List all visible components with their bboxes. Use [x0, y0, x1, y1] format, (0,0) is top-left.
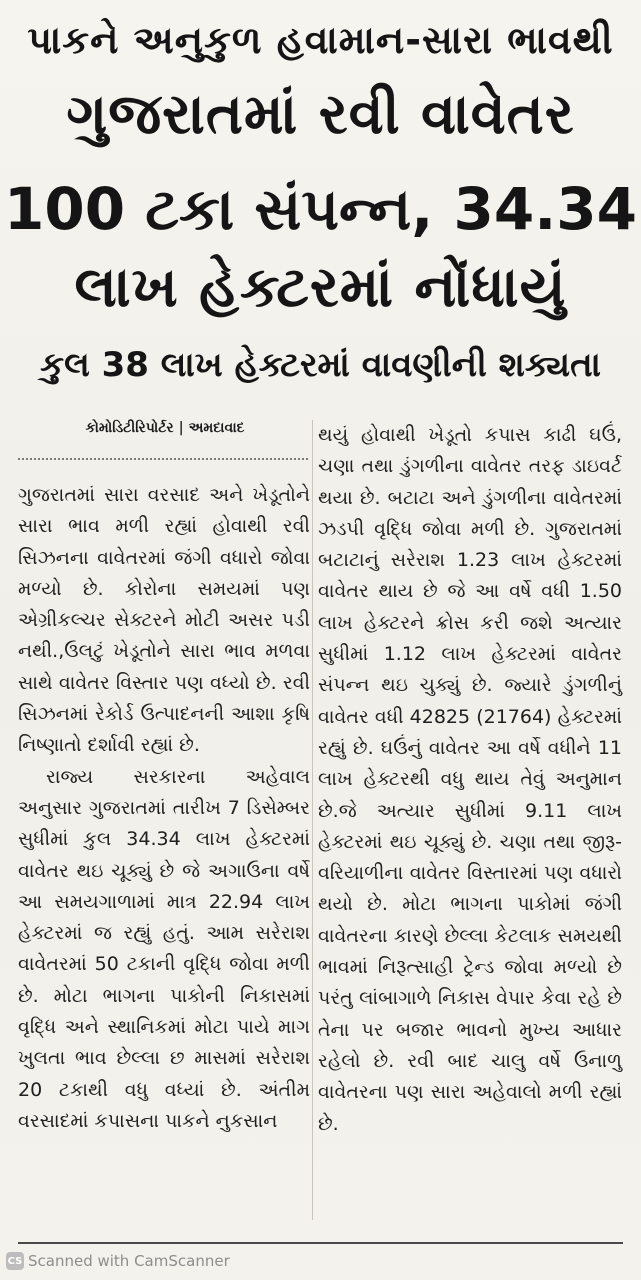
article-paragraph-1: ગુજરાતમાં સારા વરસાદ અને ખેડૂતોને સારા ભાવ મળી રહ્યાં હોવાથી રવી સિઝનના વાવેતરમાં જંગી વધારો જોવા મળ્યો છે. કોરોના સમયમાં પણ એગ્રીકલ્ચર સેક્ટરને મોટી અસર પડી નથી.,ઉલટું ખેડૂતોને સારા ભાવ મળવા સાથે વાવેતર વિસ્તાર પણ વધ્યો છે. રવી સિઝનમાં રેકોર્ડ ઉત્પાદનની આશા કૃષિ નિષ્ણાતો દર્શાવી રહ્યાં છે.: [18, 484, 310, 757]
headline-line-3: 100 ટકા સંપન્ન, 34.34: [4, 175, 637, 243]
headline-line-1: પાકને અનુકુળ હવામાન-સારા ભાવથી: [27, 18, 614, 62]
headline-line-4: લાખ હેક્ટરમાં નોંધાયું: [74, 255, 567, 320]
article-paragraph-3: થયું હોવાથી ખેડૂતો કપાસ કાઢી ઘઉં, ચણા તથા ડુંગળીના વાવેતર તરફ ડાઇવર્ટ થયા છે. બટાટા અને ડુંગળીના વાવેતરમાં ઝડપી વૃદ્ધિ જોવા મળી છે. ગુજરાતમાં બટાટાનું સરેરાશ 1.23 લાખ હેક્ટરમાં વાવેતર થાય છે જે આ વર્ષે વધી 1.50 લાખ હેક્ટરને ક્રોસ કરી જશે અત્યાર સુધીમાં 1.12 લાખ હેક્ટરમાં વાવેતર સંપન્ન થઇ ચુક્યું છે. જ્યારે ડુંગળીનું વાવેતર વધી 42825 (21764) હેક્ટરમાં રહ્યું છે. ઘઉંનું વાવેતર આ વર્ષે વધીને 11 લાખ હેક્ટરથી વધુ થાય તેવું અનુમાન છે.જે અત્યાર સુધીમાં 9.11 લાખ હેક્ટરમાં થઇ ચૂક્યું છે. ચણા તથા જીરૂ-વરિયાળીના વાવેતર વિસ્તારમાં પણ વધારો થયો છે. મોટા ભાગના પાકોમાં જંગી વાવેતરના કારણે છેલ્લા કેટલાક સમયથી ભાવમાં નિરૂત્સાહી ટ્રેન્ડ જોવા મળ્યો છે પરંતુ લાંબાગાળે નિકાસ વેપાર કેવા રહે છે તેના પર બજાર ભાવનો મુખ્ય આધાર રહેલો છે. રવી બાદ ચાલુ વર્ષે ઉનાળુ વાવેતરના પણ સારા અહેવાલો મળી રહ્યાં છે.: [318, 424, 622, 1135]
column-divider: [312, 420, 313, 1220]
bottom-rule: [18, 1242, 623, 1244]
headline-line-2: ગુજરાતમાં રવી વાવેતર: [66, 82, 575, 147]
article-paragraph-2: રાજ્ય સરકારના અહેવાલ અનુસાર ગુજરાતમાં તારીખ 7 ડિસેમ્બર સુધીમાં કુલ 34.34 લાખ હેક્ટરમાં વાવેતર થઇ ચૂક્યું છે જે અગાઉના વર્ષે આ સમયગાળામાં માત્ર 22.94 લાખ હેક્ટરમાં જ રહ્યું હતું. આમ સરેરાશ વાવેતરમાં 50 ટકાની વૃદ્ધિ જોવા મળી છે. મોટા ભાગના પાકોની નિકાસમાં વૃદ્ધિ અને સ્થાનિકમાં મોટા પાયે માગ ખુલતા ભાવ છેલ્લા છ માસમાં સરેરાશ 20 ટકાથી વધુ વધ્યાં છે. અંતીમ વરસાદમાં કપાસના પાકને નુકસાન: [18, 765, 310, 1132]
article-right-column: [318, 420, 622, 1140]
subheadline: કુલ 38 લાખ હેક્ટરમાં વાવણીની શક્યતા: [40, 345, 601, 385]
scanner-watermark: [6, 1252, 230, 1270]
byline-dotted-divider: [18, 458, 308, 460]
byline-city: અમદાવાદ: [188, 420, 245, 436]
article-left-column: [18, 480, 310, 1137]
camscanner-icon: CS: [6, 1252, 24, 1270]
scanner-watermark-text: Scanned with CamScanner: [28, 1252, 230, 1270]
byline-separator: |: [178, 420, 184, 436]
byline: [20, 420, 310, 436]
byline-reporter: કોમોડિટીરિપોર્ટર: [85, 420, 174, 436]
